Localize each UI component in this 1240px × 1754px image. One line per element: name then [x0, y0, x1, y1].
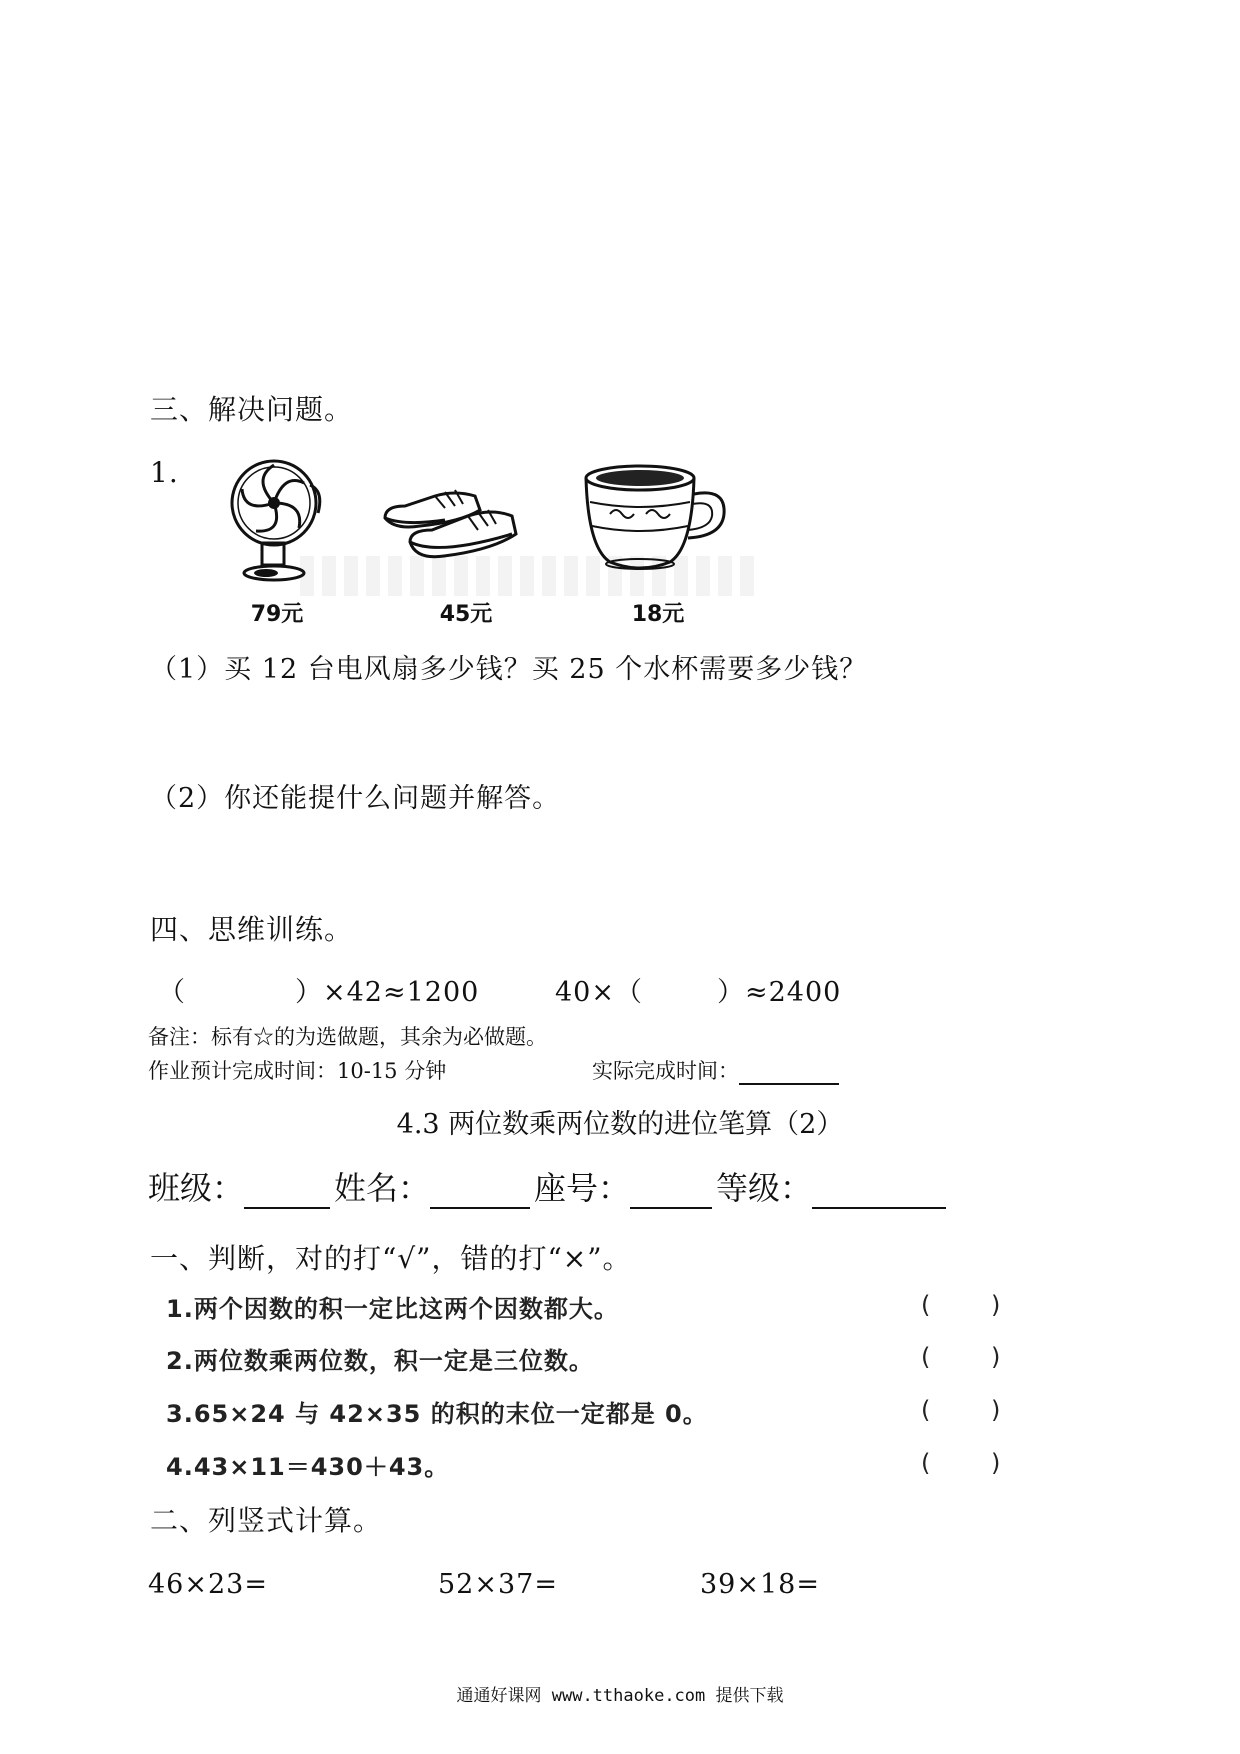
- name-label: 姓名：: [334, 1169, 431, 1207]
- sub-question-1: （1）买 12 台电风扇多少钱？买 25 个水杯需要多少钱？: [150, 654, 868, 685]
- answer-paren-1-open: (: [921, 1291, 931, 1319]
- class-label: 班级：: [148, 1169, 245, 1207]
- judge-item-1: 1.两个因数的积一定比这两个因数都大。: [166, 1295, 619, 1323]
- class-blank[interactable]: [244, 1173, 330, 1209]
- part-2-title: 二、列竖式计算。: [150, 1504, 383, 1537]
- footer-source: 通通好课网 www.tthaoke.com 提供下载: [456, 1686, 784, 1706]
- answer-paren-1-close: ): [991, 1291, 1001, 1319]
- answer-paren-4-close: ): [991, 1449, 1001, 1477]
- seat-blank[interactable]: [630, 1173, 712, 1209]
- info-fields: [148, 1163, 946, 1209]
- equation-1-rest: ）×42≈1200: [295, 977, 480, 1008]
- shoes-price: 45元: [439, 602, 493, 627]
- judge-item-3: 3.65×24 与 42×35 的积的末位一定都是 0。: [166, 1400, 708, 1428]
- shoes-icon: [380, 480, 520, 570]
- lesson-title: 4.3 两位数乘两位数的进位笔算（2）: [396, 1109, 844, 1140]
- sub-question-2: （2）你还能提什么问题并解答。: [150, 783, 561, 814]
- calc-problem-2: 52×37=: [438, 1569, 558, 1600]
- note-line-1: 备注：标有☆的为选做题，其余为必做题。: [148, 1025, 547, 1049]
- grade-label: 等级：: [716, 1169, 813, 1207]
- note-actual-time: [592, 1055, 839, 1085]
- section-3-title: 三、解决问题。: [150, 393, 354, 426]
- part-1-title: 一、判断，对的打“√”，错的打“×”。: [150, 1242, 632, 1275]
- name-blank[interactable]: [430, 1173, 530, 1209]
- answer-paren-3-close: ): [991, 1396, 1001, 1424]
- equation-2-start: 40×（: [555, 977, 643, 1008]
- answer-paren-2-close: ): [991, 1343, 1001, 1371]
- cup-price: 18元: [631, 602, 685, 627]
- actual-time-blank[interactable]: [739, 1061, 839, 1085]
- answer-paren-4-open: (: [921, 1449, 931, 1477]
- cup-icon: [580, 462, 730, 572]
- equation-2-rest: ）≈2400: [717, 977, 842, 1008]
- answer-paren-3-open: (: [921, 1396, 931, 1424]
- seat-label: 座号：: [534, 1169, 631, 1207]
- note-estimated-time: 作业预计完成时间：10-15 分钟: [148, 1059, 447, 1083]
- equation-1-open: （: [158, 977, 186, 1008]
- calc-problem-3: 39×18=: [700, 1569, 820, 1600]
- grade-blank[interactable]: [812, 1173, 946, 1209]
- calc-problem-1: 46×23=: [148, 1569, 268, 1600]
- answer-paren-2-open: (: [921, 1343, 931, 1371]
- question-1-number: 1.: [150, 456, 179, 489]
- section-4-title: 四、思维训练。: [150, 913, 354, 946]
- judge-item-2: 2.两位数乘两位数，积一定是三位数。: [166, 1347, 594, 1375]
- fan-price: 79元: [250, 602, 304, 627]
- judge-item-4: 4.43×11＝430＋43。: [166, 1453, 450, 1481]
- fan-icon: [222, 455, 332, 585]
- note-actual-time-label: 实际完成时间：: [592, 1059, 739, 1083]
